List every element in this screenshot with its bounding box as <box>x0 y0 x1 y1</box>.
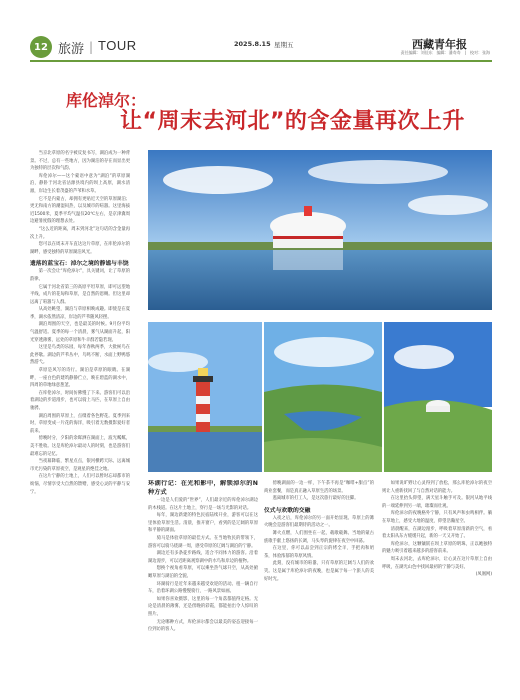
paragraph: 当京北草原的名字被反复书写，湖泊成为一种背景。不过，总有一些地方，因为湖泊的存在而显出更为独特的层次和气韵。 <box>30 151 130 172</box>
page-number: 12 <box>30 36 52 58</box>
paragraph: 库伦淖尔的夜晚格外宁静，只有风声和虫鸣相伴。躺在草地上，感受大地的温度，仰望浩瀚星空。 <box>382 511 492 524</box>
article-column-4 <box>382 480 492 685</box>
paragraph: 无论哪种方式，库伦淖尔都会以最美的姿态迎接每一位到访的客人。 <box>148 619 258 633</box>
paragraph: 第一次会让“库伦淖尔”，具关键词，让了草原的韵律。 <box>30 269 130 282</box>
paragraph: 如果你喜欢摄影，这里的每一个角落都值得定格。无论是清晨的薄雾，还是傍晚的彩霞，都能拍出令人惊叹的照片。 <box>148 596 258 617</box>
paragraph: 您可以在周末开车直达这片草原，在库伦淖尔的湖畔，感受独特的草原湖泊风光。 <box>30 242 130 255</box>
paragraph: 当夜幕降临，繁星点点，银河横跨天际。远离城市光污染的草原夜空，是观星的绝佳之地。 <box>30 459 130 472</box>
paragraph: “这么近的距离，周末到河北”这句话的含金量再次上升。 <box>30 226 130 240</box>
paragraph: 入夜之后，库伦淖尔的另一面开始显现。草原上的篝火晚会是游客们最期待的活动之一。 <box>264 515 374 529</box>
photo-lighthouse <box>148 322 262 472</box>
paragraph: 它属于河北省第三的高原平坦草原，即可远望地平线，成片的花甸和草原，是自然的恩赐。但这里却远离了喧嚣与人群。 <box>30 284 130 305</box>
paragraph: 它不是内蒙古，却拥有更贴近天空的草原湖泊；更无和南方的潮湿闷热，以及城市的喧嚣。这里海拔近1500米，夏季平均气温仅20℃左右，是京津冀周边避暑度假的理想去处。 <box>30 196 130 225</box>
paragraph: 傍晚时分，夕阳的余晖洒在湖面上，波光粼粼，美不胜收。这是库伦淖尔最动人的时刻，也是游客们最难忘的记忆。 <box>30 436 130 457</box>
paragraph: 此刻，没有城市的喧嚣，只有草原的辽阔与人们的欢笑。这是属于库伦淖尔的夜晚，也是属于每一个旅人的美好时光。 <box>264 561 374 582</box>
issue-date: 2025.8.15 <box>234 40 271 48</box>
article-column-3 <box>264 480 374 685</box>
paragraph: 骑马是体验草原的最佳方式。在当地牧民的带领下，游客可以骑马绕湖一周，感受草原的辽阔与湖泊的宁静。 <box>148 535 258 549</box>
paragraph: 每年，湖边新建的特色民宿陆续开业，游客可以在这里体验草原生活。清晨，推开窗户，看到的是辽阔的草原和平静的湖面。 <box>148 513 258 534</box>
paragraph: 傍晚湖面的一边一样，下午茶不再是“咖啡+甜点”的商业套餐，而是真正融入草原生活的场景。 <box>264 481 374 494</box>
paragraph: 库伦淖尔——这个蒙语中意为“湖泊”的草原湖泊，静卧于河北省沽源县境内的坝上高原，湖水清澈，岸边生长着茂盛的芦苇和水草。 <box>30 173 130 194</box>
paragraph: 库伦淖尔，这颗镶嵌在坝上草原的明珠，正以她独特的魅力吸引着越来越多的游客前来。 <box>382 541 492 555</box>
paragraph: 逃离城市的打工人，是这次旅行最好的注脚。 <box>272 496 359 502</box>
subheading: 遗落的蓝宝石：淖尔之境的静谧与丰饶 <box>30 261 129 268</box>
subheading: 仪式与欢歌的交融 <box>264 507 311 514</box>
paragraph: 如果说旷野让心灵得到了放松，那么库伦淖尔的夜空则让人重新找回了与自然对话的能力。 <box>382 481 492 494</box>
section-name: 旅游 <box>58 42 85 57</box>
paragraph: 在库伦淖尔，时间仿佛慢了下来。游客们可以沿着湖边的步道漫步，也可以骑上马匹，在草原上自由驰骋。 <box>30 390 130 411</box>
paragraph: 草原是风写的诗行。湖泊是草原的眼睛。在湖畔，一座白色的建筑静静伫立，映在碧蓝的湖水中，四周的草地绿意葱茏。 <box>30 368 130 389</box>
paragraph: 周末去河北，去库伦淖尔，让心灵在这片草原上自由呼吸，在湖光山色中找回最初的宁静与美好。 <box>382 556 492 570</box>
paragraph: 从高处眺望，湖泊与草原相映成趣。即使是在夏季，湖水依然清凉，岸边的芦苇随风轻摆。 <box>30 307 130 320</box>
editor-credits: 责任编辑：刘佳东 编辑：潘寿寿 | 校对：张海 <box>400 50 490 55</box>
article-column-1 <box>30 150 130 680</box>
paragraph: 湖泊周围的天空，也是最美的时候。9月份平均气温舒适。夏季的每一个清晨，雾气从湖面升起，阳光穿透薄雾，远处的草原和牛羊群若隐若现。 <box>30 322 130 343</box>
newspaper-brand: 西藏青年报 <box>412 38 467 51</box>
paragraph: 这里是鸟类的乐园，每年春秋两季，大批候鸟在此停歇。湖边的芦苇丛中，鸟鸣不断，水面上野鸭悠然游弋。 <box>30 345 130 366</box>
paragraph: 湖边还有多条徒步路线，适合不同体力的游客。沿着湖边漫步，可以近距离观察湖中的水鸟和岸边的植物。 <box>148 551 258 564</box>
paragraph: 清晨醒来，在湖边漫步，呼吸着草原清新的空气，看着太阳从东方缓缓升起，新的一天又开始了。 <box>382 526 492 540</box>
paragraph: 湖泊周围的草原上，点缀着各色野花。夏季到来时，草原变成一片花的海洋，吸引着无数摄影爱好者前来。 <box>30 413 130 434</box>
article-title-line1: 库伦淖尔： <box>66 91 147 110</box>
paragraph: 在这里抬头仰望，满天星斗触手可及。银河从地平线的一端延伸到另一端，璀璨而壮观。 <box>382 496 492 509</box>
paragraph: 环湖骑行是近年来越来越受欢迎的活动。租一辆自行车，沿着环湖公路慢慢骑行，一路风景如画。 <box>148 581 258 595</box>
article-title-line2: 让“周末去河北”的含金量再次上升 <box>120 109 465 134</box>
section-name-en: TOUR <box>98 38 137 53</box>
paragraph: 篝火点燃，人们围坐在一起，载歌载舞。当地的蒙古族歌手献上悠扬的长调，马头琴的旋律在夜空中回荡。 <box>264 530 374 544</box>
paragraph: 在这里，你可以品尝到正宗的烤全羊、手把肉和奶茶，体验浓郁的草原风情。 <box>264 546 374 559</box>
paragraph: 一边是人们爱的“世界”，人们最亲近的库伦淖尔湖边的木栈道。在这片土地上，穿行是一场与光影的对话。 <box>148 498 258 511</box>
photo-lake-dome <box>148 150 492 310</box>
issue-weekday: 星期五 <box>274 41 294 49</box>
header-divider <box>30 60 492 62</box>
article-signature: (凤凰网) <box>475 572 492 578</box>
photo-dome-hills <box>384 322 492 472</box>
article-column-2 <box>148 480 258 685</box>
section-heading: 环湖行记：在光和影中，解锁淖尔的N种方式 <box>148 480 258 496</box>
page-header <box>0 0 520 62</box>
section-separator: | <box>89 40 94 54</box>
paragraph: 在这片宁静的土地上，人们可以暂时忘却都市的烦恼，尽情享受大自然的馈赠，感受心灵的平静与安宁。 <box>30 474 130 495</box>
paragraph: 想换个视角看草原，可以乘坐热气球升空，从高处俯瞰草原与湖泊的全貌。 <box>148 566 258 579</box>
photo-hills-lake <box>264 322 382 472</box>
